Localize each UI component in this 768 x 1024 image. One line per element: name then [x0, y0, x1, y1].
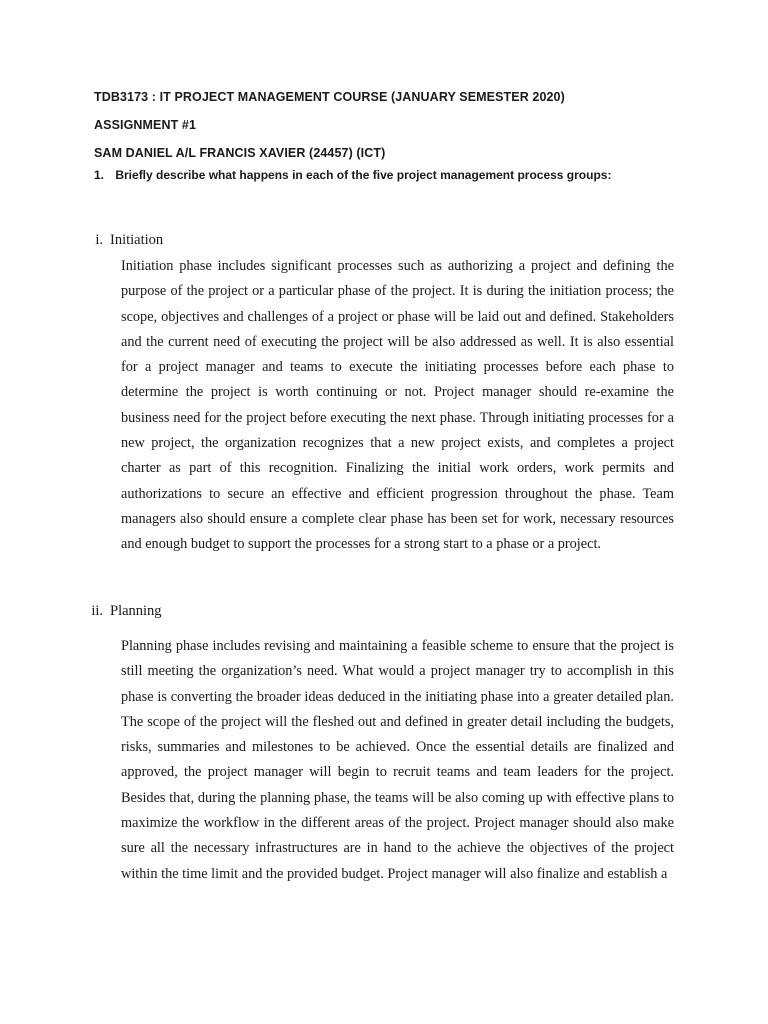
question-1 [94, 168, 611, 182]
section-title: Initiation [110, 232, 164, 248]
section-body-initiation: Initiation phase includes significant processes such as authorizing a project and defining the purpose of the project or a particular phase of the project. It is during the initiation process; the scope, objectives and challenges of a project or phase will be laid out and defined. Stakeholders and the current need of executing the project will be also addressed as well. It is also essential for a project manager and teams to execute the initiating processes before each phase to determine the project is worth continuing or not. Project manager should re-examine the business need for the project before executing the next phase. Through initiating processes for a new project, the organization recognizes that a new project exists, and completes a project charter as part of this recognition. Finalizing the initial work orders, work permits and authorizations to secure an effective and efficient progression throughout the phase. Team managers also should ensure a complete clear phase has been set for work, necessary resources and enough budget to support the processes for a strong start to a phase or a project. [121, 258, 674, 553]
section-title: Planning [110, 603, 162, 619]
course-title: TDB3173 : IT PROJECT MANAGEMENT COURSE (JANUARY SEMESTER 2020) [94, 90, 565, 104]
section-heading-initiation [76, 232, 163, 249]
student-name: SAM DANIEL A/L FRANCIS XAVIER (24457) (ICT) [94, 146, 386, 160]
assignment-title: ASSIGNMENT #1 [94, 118, 197, 132]
section-numeral: i. [95, 232, 103, 248]
section-body-planning: Planning phase includes revising and maintaining a feasible scheme to ensure that the project is still meeting the organization’s need. What would a project manager try to accomplish in this phase is converting the broader ideas deduced in the initiating phase into a greater detailed plan. The scope of the project will the fleshed out and defined in greater detail including the budgets, risks, summaries and milestones to be achieved. Once the essential details are finalized and approved, the project manager will begin to recruit teams and team leaders for the project. Besides that, during the planning phase, the teams will be also coming up with effective plans to maximize the workflow in the different areas of the project. Project manager should also make sure all the necessary infrastructures are in hand to the achieve the objectives of the project within the time limit and the provided budget. Project manager will also finalize and establish a [121, 638, 674, 882]
section-heading-planning [76, 603, 162, 620]
question-number: 1. [94, 168, 105, 182]
section-numeral: ii. [91, 603, 103, 619]
question-text: Briefly describe what happens in each of the five project management process groups: [115, 168, 612, 182]
